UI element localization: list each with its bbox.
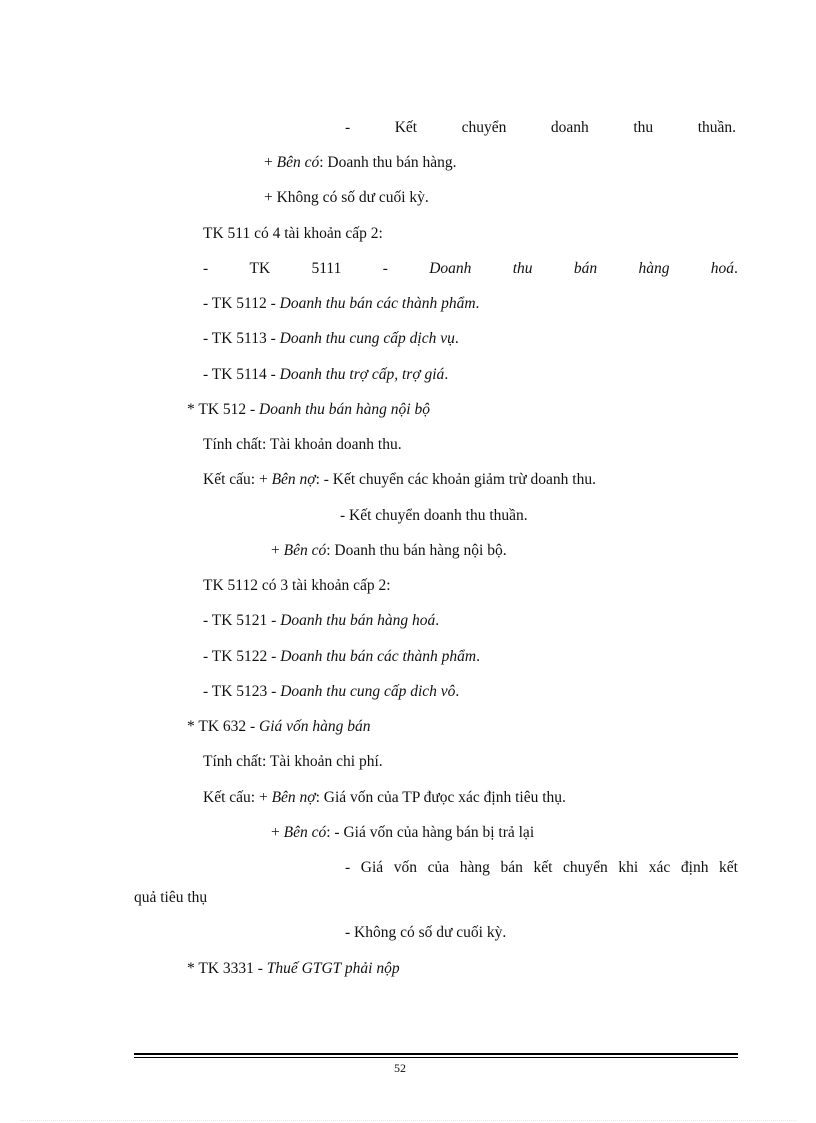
section-heading: * TK 3331 - Thuế GTGT phải nộp [187, 960, 400, 977]
footer-divider [134, 1053, 738, 1055]
text-line: Kết cấu: + Bên nợ: Giá vốn của TP đưọc xác định tiêu thụ. [203, 789, 566, 806]
text-line: - TK 5112 - Doanh thu bán các thành phẩm. [203, 295, 480, 312]
text-line: TK 511 có 4 tài khoản cấp 2: [203, 225, 383, 242]
text-line: - TK 5121 - Doanh thu bán hàng hoá. [203, 612, 440, 629]
text-line: - TK 5114 - Doanh thu trợ cấp, trợ giá. [203, 366, 449, 383]
text-line: Tính chất: Tài khoản chi phí. [203, 753, 383, 770]
text-line: - TK 5111 - Doanh thu bán hàng hoá. [203, 260, 738, 277]
section-heading: * TK 512 - Doanh thu bán hàng nội bộ [187, 401, 430, 418]
text-line: TK 5112 có 3 tài khoản cấp 2: [203, 577, 391, 594]
page-edge-divider [20, 1120, 796, 1121]
text-line: - Giá vốn của hàng bán kết chuyển khi xác định kết [345, 859, 738, 876]
text-line: - Kết chuyển doanh thu thuần. [345, 119, 736, 136]
text-line: + Bên có: - Giá vốn của hàng bán bị trả lại [271, 824, 535, 841]
text-line: - TK 5113 - Doanh thu cung cấp dịch vụ. [203, 330, 459, 347]
text-line: - TK 5122 - Doanh thu bán các thành phẩm. [203, 648, 480, 665]
text-line: - TK 5123 - Doanh thu cung cấp dich vô. [203, 683, 460, 700]
page-number: 52 [394, 1061, 406, 1075]
text-line: + Bên có: Doanh thu bán hàng nội bộ. [271, 542, 507, 559]
text-line: + Bên có: Doanh thu bán hàng. [264, 154, 457, 171]
section-heading: * TK 632 - Giá vốn hàng bán [187, 718, 371, 735]
text-line: quả tiêu thụ [134, 889, 208, 906]
text-line: - Không có số dư cuối kỳ. [345, 924, 507, 941]
text-line: + Không có số dư cuối kỳ. [264, 189, 429, 206]
text-line: Kết cấu: + Bên nợ: - Kết chuyển các khoản giảm trừ doanh thu. [203, 471, 596, 488]
text-line: - Kết chuyển doanh thu thuần. [340, 507, 528, 524]
footer-divider-thin [134, 1057, 738, 1058]
text-line: Tính chất: Tài khoản doanh thu. [203, 436, 402, 453]
